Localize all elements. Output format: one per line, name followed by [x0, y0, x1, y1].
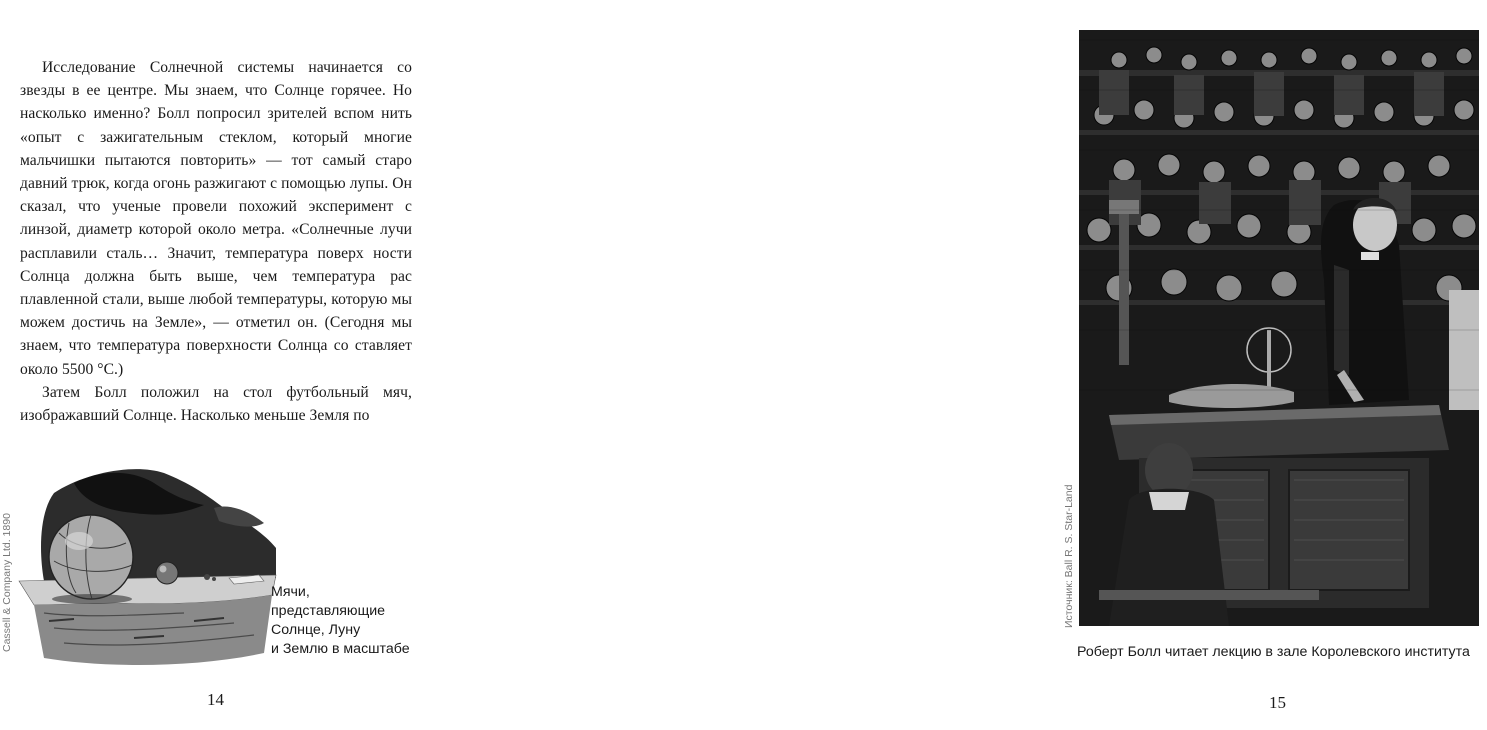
right-page — [500, 0, 1470, 730]
left-page — [0, 0, 470, 730]
page-number-right: 15 — [1269, 693, 1286, 712]
body-text — [20, 56, 412, 427]
balls-illustration — [14, 453, 279, 673]
paragraph-2: Затем Болл положил на стол футбольный мяч, изображавший Солнце. Насколько меньше Земля по — [20, 383, 412, 425]
left-image-credit: Cassell & Company Ltd. 1890 — [1, 513, 13, 652]
right-image-credit: Источник: Ball R. S. Star-Land — [1063, 484, 1075, 628]
left-caption: Мячи, представляющие Солнце, Луну и Землю в масштабе — [271, 584, 410, 657]
right-caption: Роберт Болл читает лекцию в зале Королевского института — [1077, 644, 1470, 660]
page-number-left: 14 — [207, 690, 224, 709]
paragraph-1: Исследование Солнечной системы начинается со звезды в ее центре. Мы знаем, что Солнце горячее. Но насколько именно? Болл попросил зрителей вспом нить «опыт с зажигательным стеклом, который многие мальчишки пытаются повторить» — тот самый старо давний трюк, когда огонь разжигают с помощью лупы. Он сказал, что ученые провели похожий эксперимент с линзой, диаметр которой около метра. «Солнечные лучи расплавили сталь… Значит, температура поверх ности Солнца должна быть выше, чем температура рас плавленной стали, выше любой температуры, которую мы можем достичь на Земле», — отметил он. (Сегодня мы знаем, что температура поверхности Солнца со ставляет около 5500 °С.) — [20, 59, 412, 378]
lecture-engraving — [1079, 30, 1479, 626]
